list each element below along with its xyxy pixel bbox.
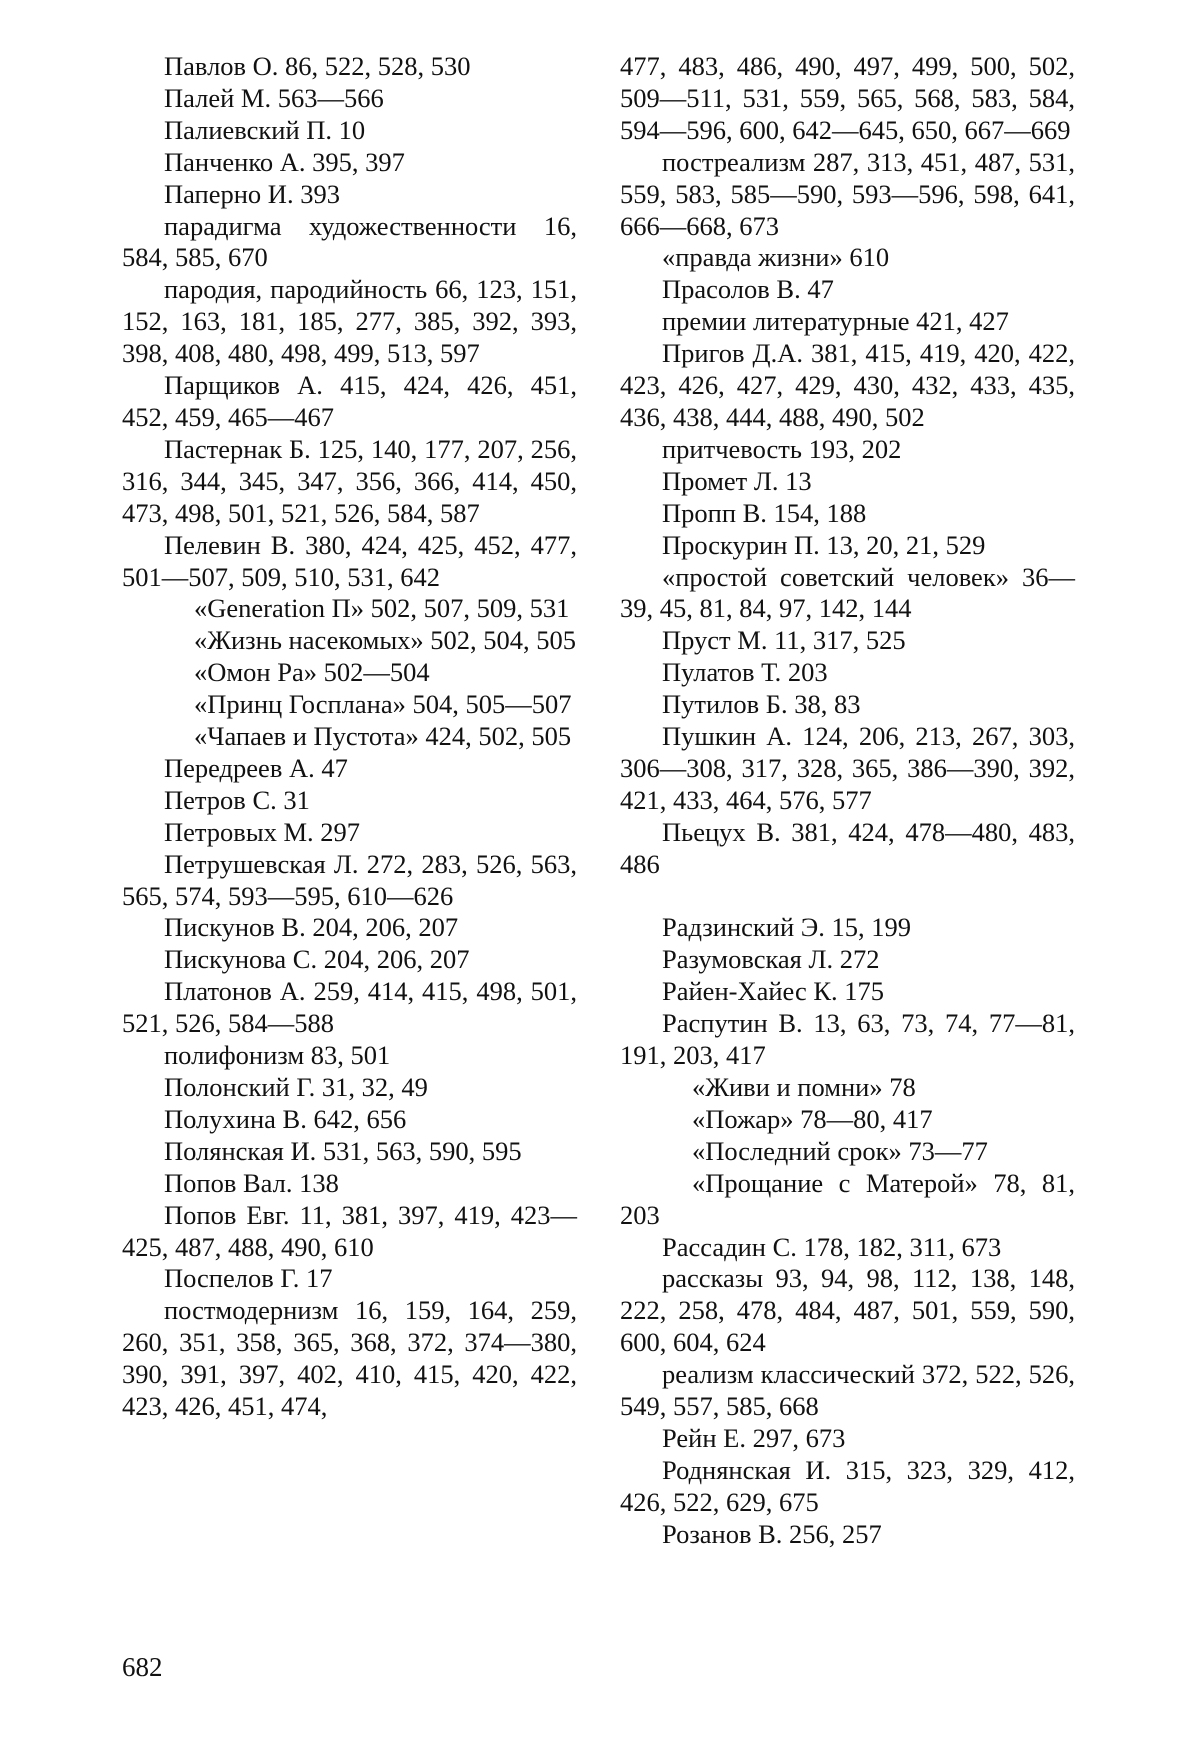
index-entry: Паперно И. 393 bbox=[164, 178, 340, 209]
index-column-left bbox=[122, 51, 577, 1423]
index-entry: Промет Л. 13 bbox=[662, 465, 812, 496]
index-entry: Пушкин А. 124, 206, 213, 267, 303, 306—308, 317, 328, 365, 386—390, 392, 421, 433, 464, 576, 577 bbox=[620, 721, 1075, 815]
index-block-p bbox=[620, 147, 1075, 881]
index-entry: Распутин В. 13, 63, 73, 74, 77—81, 191, 203, 417 bbox=[620, 1008, 1075, 1071]
index-entry: Райен-Хайес К. 175 bbox=[662, 976, 885, 1007]
index-entry: Петровых М. 297 bbox=[164, 816, 361, 847]
index-entry: Разумовская Л. 272 bbox=[662, 944, 880, 975]
section-gap bbox=[620, 881, 1075, 913]
index-entry: Павлов О. 86, 522, 528, 530 bbox=[164, 51, 471, 81]
index-entry: Розанов В. 256, 257 bbox=[662, 1518, 882, 1549]
index-entry: пародия, пародийность 66, 123, 151, 152, 163, 181, 185, 277, 385, 392, 393, 398, 408, 480, 498, 499, 513, 597 bbox=[122, 274, 577, 369]
index-entry: Палиевский П. 10 bbox=[164, 114, 366, 145]
index-subentry: «Жизнь насекомых» 502, 504, 505 bbox=[194, 625, 577, 656]
index-entry: Пропп В. 154, 188 bbox=[662, 497, 867, 528]
index-entry: парадигма художественности 16, 584, 585, 670 bbox=[122, 210, 577, 273]
index-column-right bbox=[620, 51, 1075, 1551]
index-entry: полифонизм 83, 501 bbox=[164, 1040, 391, 1071]
index-entry: Рейн Е. 297, 673 bbox=[662, 1422, 846, 1453]
index-entry: Путилов Б. 38, 83 bbox=[662, 689, 861, 720]
index-entry-continuation: 477, 483, 486, 490, 497, 499, 500, 502, 509—511, 531, 559, 565, 568, 583, 584, 594—596, 600, 642—645, 650, 667—669 bbox=[620, 51, 1075, 145]
index-block-r bbox=[620, 912, 1075, 1550]
index-entry: Петрушевская Л. 272, 283, 526, 563, 565, 574, 593—595, 610—626 bbox=[122, 848, 577, 911]
index-entry: Пригов Д.А. 381, 415, 419, 420, 422, 423, 426, 427, 429, 430, 432, 433, 435, 436, 438, 444, 488, 490, 502 bbox=[620, 338, 1075, 432]
index-entry: премии литературные 421, 427 bbox=[662, 306, 1009, 337]
index-subentry: «Последний срок» 73—77 bbox=[692, 1135, 988, 1166]
index-entry: Пискунов В. 204, 206, 207 bbox=[164, 912, 459, 943]
index-entry: Пьецух В. 381, 424, 478—480, 483, 486 bbox=[620, 816, 1075, 879]
index-entry: Пастернак Б. 125, 140, 177, 207, 256, 316, 344, 345, 347, 356, 366, 414, 450, 473, 498, 501, 521, 526, 584, 587 bbox=[122, 433, 577, 528]
index-entry: Попов Евг. 11, 381, 397, 419, 423—425, 487, 488, 490, 610 bbox=[122, 1199, 577, 1262]
index-entry: Прасолов В. 47 bbox=[662, 274, 834, 305]
index-entry: Поспелов Г. 17 bbox=[164, 1263, 333, 1294]
page-number: 682 bbox=[122, 1652, 163, 1682]
index-entry: постмодернизм 16, 159, 164, 259, 260, 351, 358, 365, 368, 372, 374—380, 390, 391, 397, 402, 410, 415, 420, 422, 423, 426, 451, 474, bbox=[122, 1295, 577, 1422]
index-entry: Полонский Г. 31, 32, 49 bbox=[164, 1072, 428, 1102]
index-entry: Парщиков А. 415, 424, 426, 451, 452, 459, 465—467 bbox=[122, 370, 577, 432]
index-entry: Проскурин П. 13, 20, 21, 529 bbox=[662, 529, 986, 560]
index-subentry: «Generation П» 502, 507, 509, 531 bbox=[194, 593, 570, 624]
index-subentry: «Живи и помни» 78 bbox=[692, 1071, 916, 1102]
index-entry: «правда жизни» 610 bbox=[662, 242, 890, 273]
index-entry: Платонов А. 259, 414, 415, 498, 501, 521, 526, 584—588 bbox=[122, 976, 577, 1039]
index-entry: Попов Вал. 138 bbox=[164, 1167, 339, 1198]
index-entry: Пулатов Т. 203 bbox=[662, 657, 828, 688]
index-entry: реализм классический 372, 522, 526, 549, 557, 585, 668 bbox=[620, 1359, 1075, 1422]
index-entry: Петров С. 31 bbox=[164, 784, 310, 815]
index-subentry: «Прощание с Матерой» 78, 81, 203 bbox=[620, 1167, 1075, 1230]
index-entry: притчевость 193, 202 bbox=[662, 433, 902, 464]
index-entry: Рассадин С. 178, 182, 311, 673 bbox=[662, 1231, 1002, 1262]
index-entry: Передреев А. 47 bbox=[164, 752, 348, 783]
index-entry: Радзинский Э. 15, 199 bbox=[662, 912, 912, 943]
index-entry: Пелевин В. 380, 424, 425, 452, 477, 501—507, 509, 510, 531, 642 bbox=[122, 529, 577, 592]
index-entry: Панченко А. 395, 397 bbox=[164, 146, 405, 177]
index-entry: рассказы 93, 94, 98, 112, 138, 148, 222, 258, 478, 484, 487, 501, 559, 590, 600, 604, 624 bbox=[620, 1263, 1075, 1358]
index-subentry: «Чапаев и Пустота» 424, 502, 505 bbox=[194, 721, 572, 752]
index-entry: Пруст М. 11, 317, 525 bbox=[662, 625, 906, 656]
index-entry: постреализм 287, 313, 451, 487, 531, 559, 583, 585—590, 593—596, 598, 641, 666—668, 673 bbox=[620, 146, 1075, 241]
index-entry: «простой советский человек» 36—39, 45, 81, 84, 97, 142, 144 bbox=[620, 561, 1075, 624]
index-entry: Палей М. 563—566 bbox=[164, 82, 384, 113]
index-entry: Пискунова С. 204, 206, 207 bbox=[164, 944, 470, 975]
index-subentry: «Омон Ра» 502—504 bbox=[194, 657, 430, 688]
index-entry: Роднянская И. 315, 323, 329, 412, 426, 522, 629, 675 bbox=[620, 1454, 1075, 1517]
index-entry: Полянская И. 531, 563, 590, 595 bbox=[164, 1135, 522, 1166]
index-subentry: «Принц Госплана» 504, 505—507 bbox=[194, 689, 572, 720]
index-entry: Полухина В. 642, 656 bbox=[164, 1103, 407, 1134]
index-subentry: «Пожар» 78—80, 417 bbox=[692, 1103, 933, 1134]
